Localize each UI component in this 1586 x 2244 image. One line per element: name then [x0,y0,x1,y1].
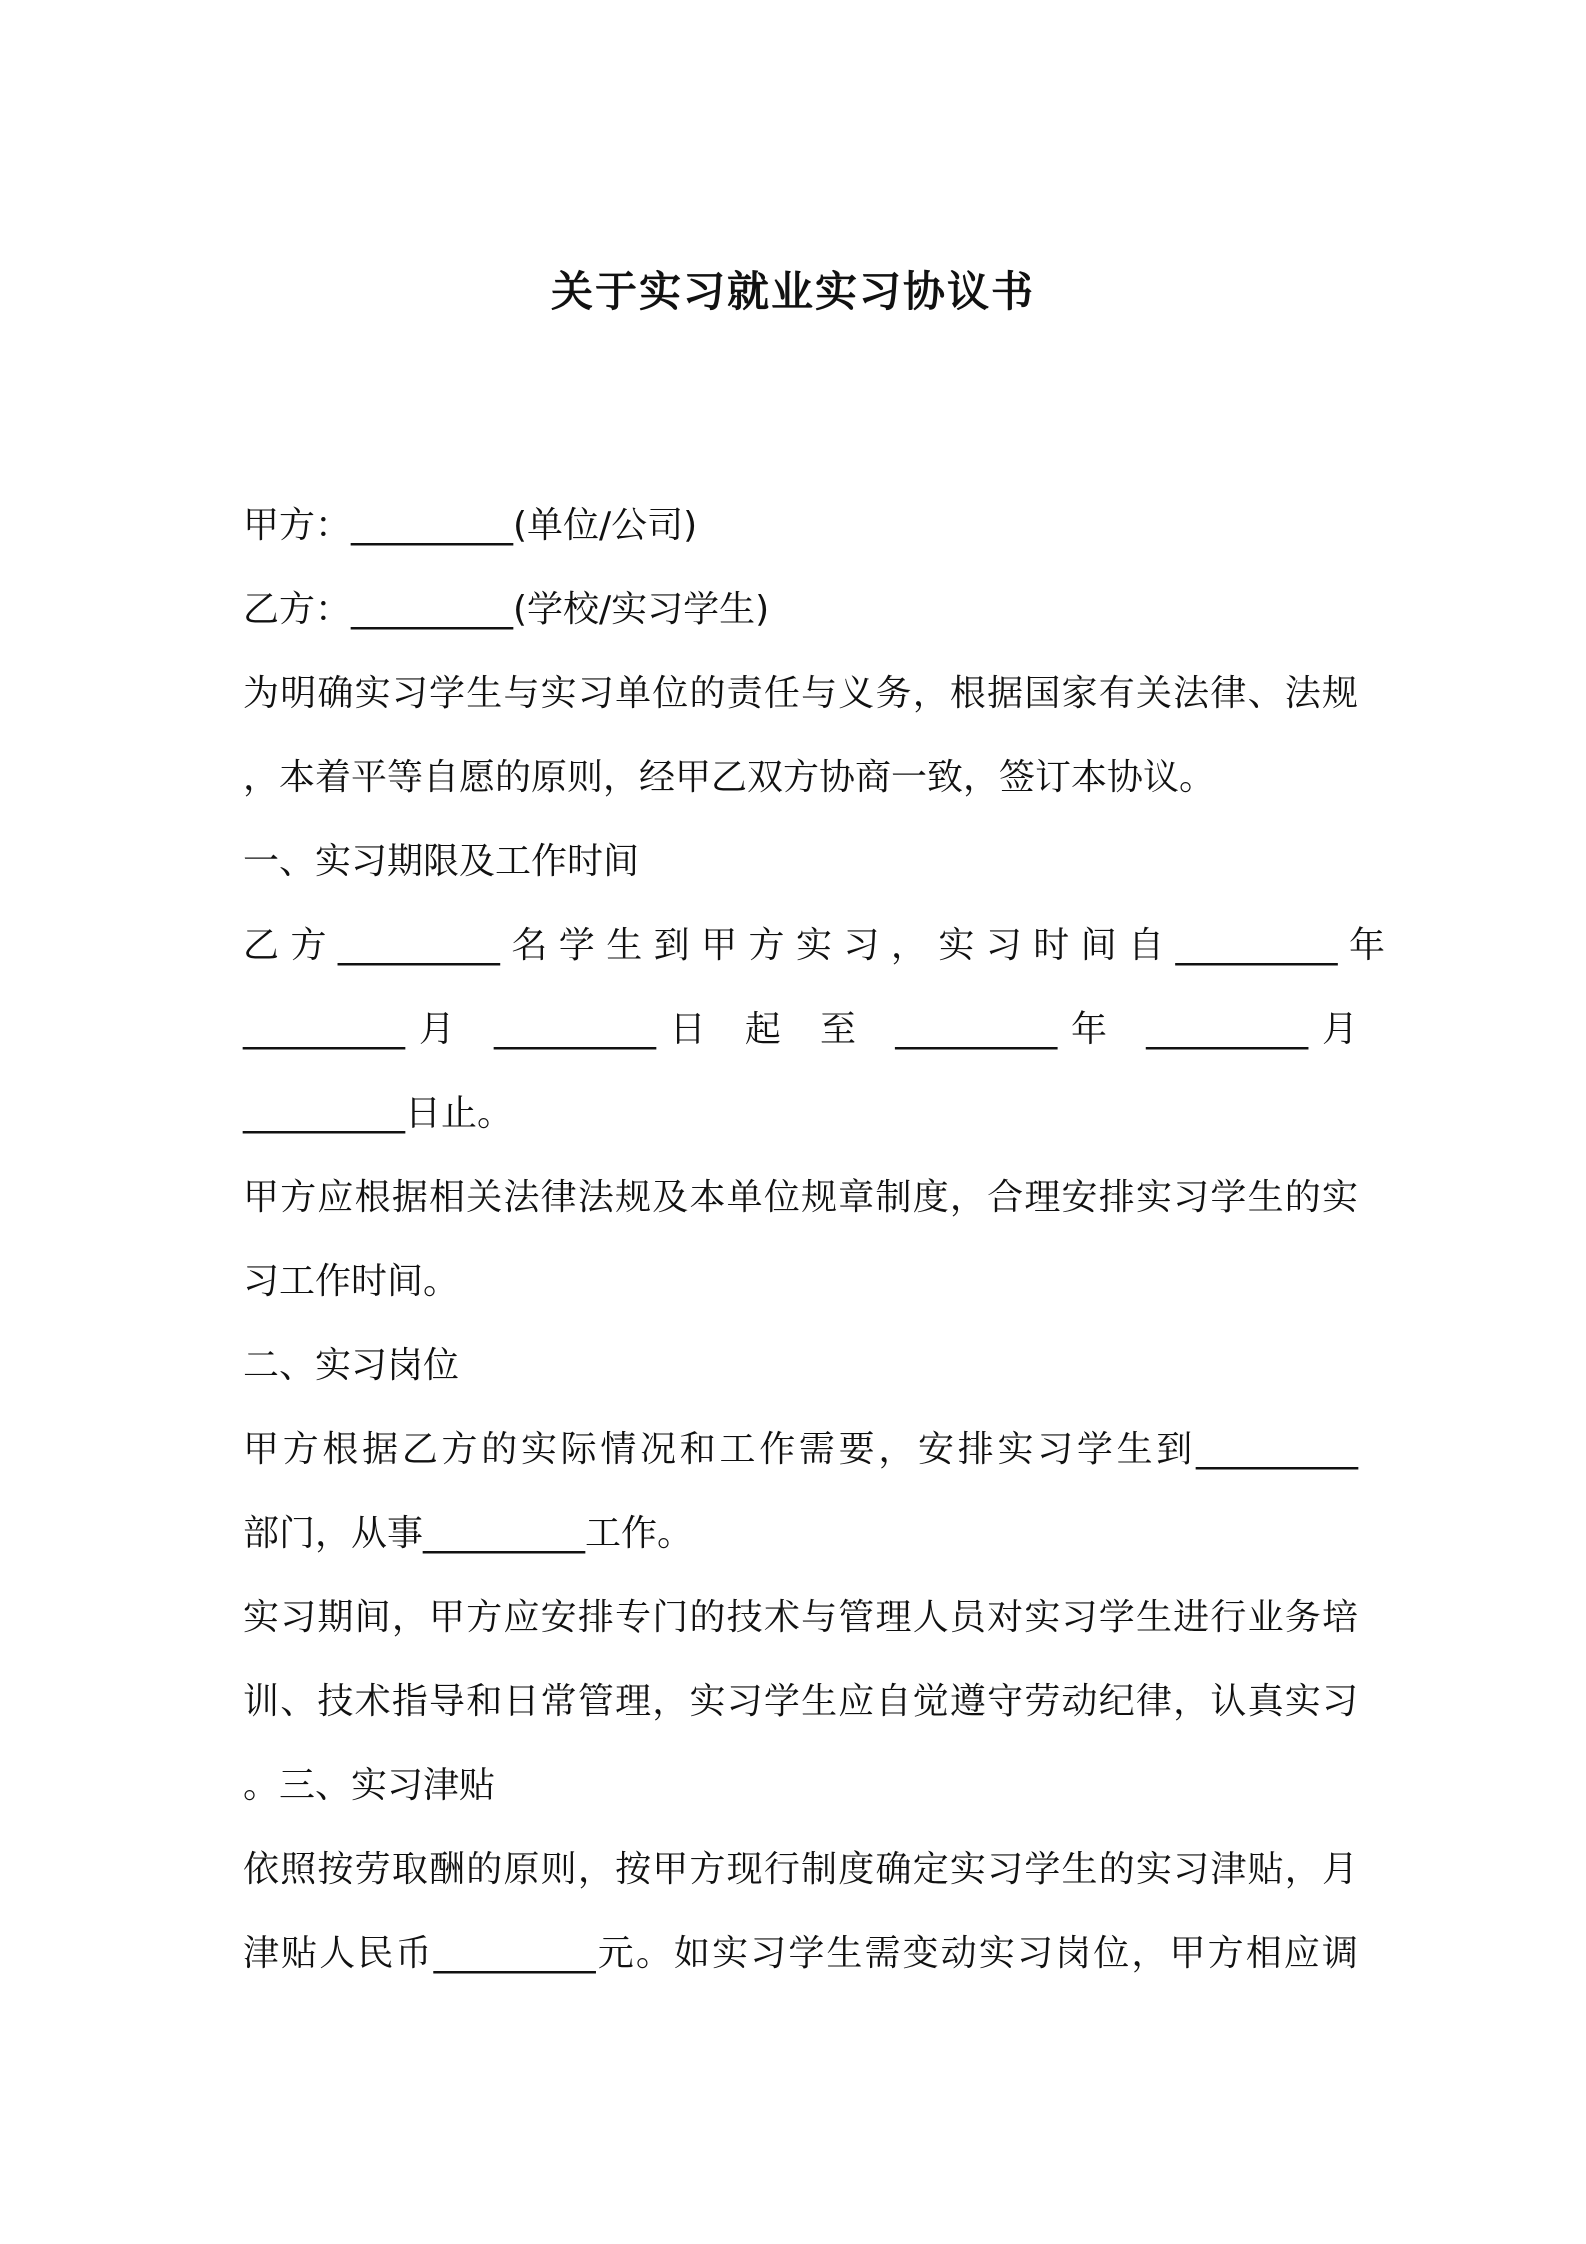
section-1-line-2: _________月 _________日 起 至 _________年 _________月 [243,1009,1358,1050]
section-1-line-4: 甲方应根据相关法律法规及本单位规章制度，合理安排实习学生的实 [243,1177,1358,1218]
section-2-line-4: 训、技术指导和日常管理，实习学生应自觉遵守劳动纪律，认真实习 [243,1681,1358,1722]
section-2-line-3: 实习期间，甲方应安排专门的技术与管理人员对实习学生进行业务培 [243,1597,1358,1638]
document-title: 关于实习就业实习协议书 [550,267,1035,316]
section-2-line-2: 部门，从事_________工作。 [243,1513,694,1554]
preamble-line-1: 为明确实习学生与实习单位的责任与义务，根据国家有关法律、法规 [243,673,1358,714]
section-1-heading: 一、实习期限及工作时间 [243,841,640,882]
party-a-line: 甲方：_________(单位/公司) [243,505,698,546]
party-b-line: 乙方：_________(学校/实习学生) [243,589,770,630]
preamble-line-2: ，本着平等自愿的原则，经甲乙双方协商一致，签订本协议。 [243,757,1216,798]
section-3-line-1: 依照按劳取酬的原则，按甲方现行制度确定实习学生的实习津贴，月 [243,1849,1358,1890]
section-1-line-3: _________日止。 [243,1093,514,1134]
section-2-line-1: 甲方根据乙方的实际情况和工作需要，安排实习学生到_________ [243,1429,1358,1470]
section-2-heading: 二、实习岗位 [243,1345,460,1386]
section-3-line-2: 津贴人民币_________元。如实习学生需变动实习岗位，甲方相应调 [243,1933,1358,1974]
section-1-line-1: 乙 方 _________ 名 学 生 到 甲 方 实 习 ， 实 习 时 间 自 _________ 年 [243,925,1385,966]
section-1-line-5: 习工作时间。 [243,1261,460,1302]
section-3-heading: 。三、实习津贴 [243,1765,496,1806]
